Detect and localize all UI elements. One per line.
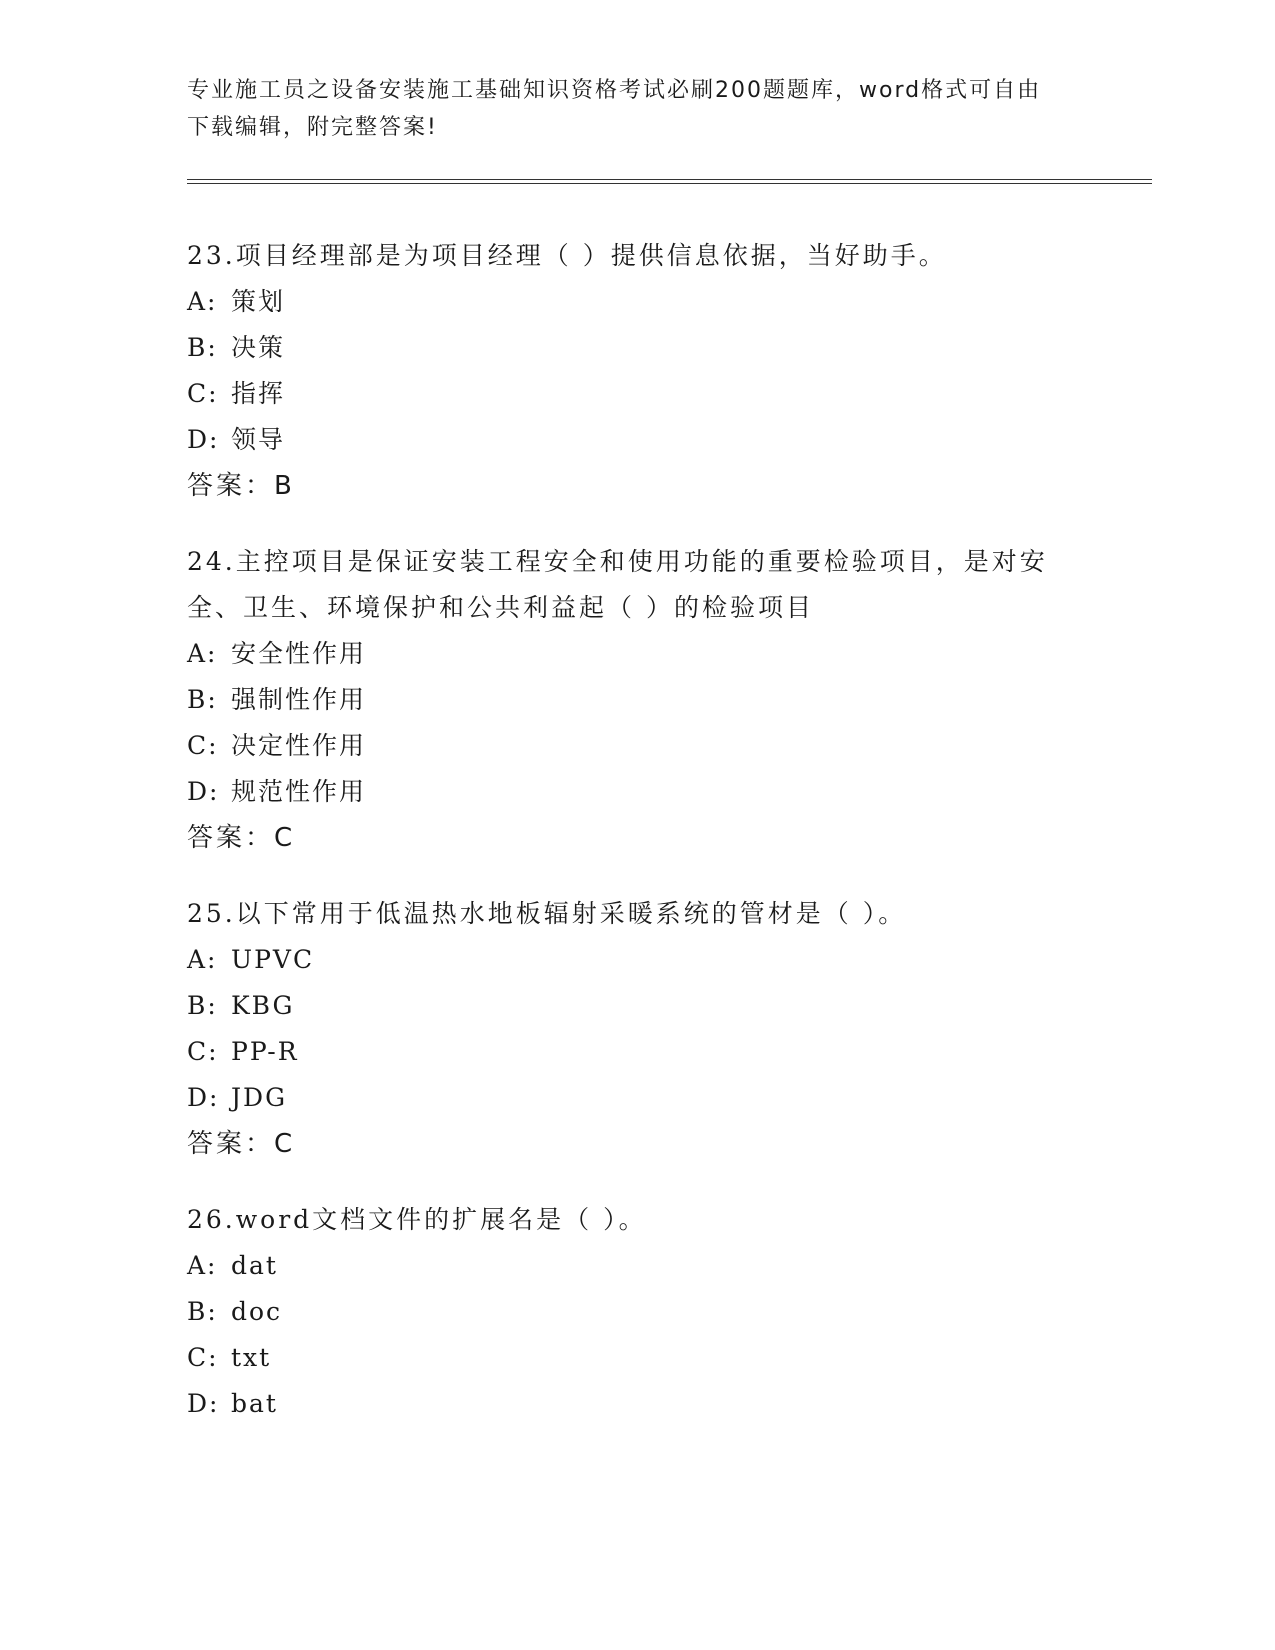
option-text: 领导 <box>231 425 286 454</box>
option-text: 安全性作用 <box>231 639 367 668</box>
option-d <box>187 769 1087 815</box>
question-stem: 24.主控项目是保证安装工程安全和使用功能的重要检验项目，是对安全、卫生、环境保护和公共利益起（ ）的检验项目 <box>187 547 1048 622</box>
option-letter: D: <box>187 777 220 806</box>
option-a <box>187 631 1087 677</box>
option-b <box>187 325 1087 371</box>
option-letter: A: <box>187 639 218 668</box>
option-letter: B: <box>187 1297 218 1326</box>
option-letter: D: <box>187 425 220 454</box>
option-c <box>187 1029 1087 1075</box>
option-a <box>187 1243 1087 1289</box>
option-letter: C: <box>187 731 219 760</box>
option-b <box>187 677 1087 723</box>
option-text: dat <box>231 1251 278 1280</box>
option-d <box>187 1075 1087 1121</box>
option-b <box>187 1289 1087 1335</box>
option-text: 决定性作用 <box>231 731 367 760</box>
question-list <box>187 233 1087 1457</box>
option-text: PP-R <box>231 1037 299 1066</box>
answer: 答案：C <box>187 823 296 853</box>
option-text: 策划 <box>231 287 286 316</box>
option-text: 指挥 <box>231 379 286 408</box>
option-letter: D: <box>187 1083 220 1112</box>
question-23 <box>187 233 1087 509</box>
option-text: KBG <box>231 991 295 1020</box>
question-24 <box>187 539 1087 861</box>
header-double-rule <box>187 179 1152 184</box>
option-text: doc <box>231 1297 283 1326</box>
option-text: bat <box>231 1389 278 1418</box>
option-c <box>187 371 1087 417</box>
option-c <box>187 1335 1087 1381</box>
option-text: txt <box>231 1343 272 1372</box>
option-letter: B: <box>187 333 218 362</box>
option-letter: A: <box>187 287 218 316</box>
option-letter: C: <box>187 379 219 408</box>
option-letter: B: <box>187 685 218 714</box>
option-a <box>187 279 1087 325</box>
header-title-line1: 专业施工员之设备安装施工基础知识资格考试必刷200题题库，word格式可自由 <box>187 78 1042 103</box>
option-d <box>187 1381 1087 1427</box>
option-letter: D: <box>187 1389 220 1418</box>
answer: 答案：C <box>187 1129 296 1159</box>
option-b <box>187 983 1087 1029</box>
header-title-line2: 下载编辑，附完整答案! <box>187 115 438 140</box>
option-d <box>187 417 1087 463</box>
option-letter: C: <box>187 1343 219 1372</box>
option-letter: B: <box>187 991 218 1020</box>
question-26 <box>187 1197 1087 1427</box>
option-c <box>187 723 1087 769</box>
option-text: JDG <box>231 1083 288 1112</box>
question-25 <box>187 891 1087 1167</box>
option-text: 强制性作用 <box>231 685 367 714</box>
option-text: UPVC <box>231 945 315 974</box>
option-text: 决策 <box>231 333 286 362</box>
option-text: 规范性作用 <box>231 777 367 806</box>
question-stem: 23.项目经理部是为项目经理（ ）提供信息依据，当好助手。 <box>187 241 947 270</box>
question-stem: 26.word文档文件的扩展名是（ ）。 <box>187 1205 647 1234</box>
option-letter: C: <box>187 1037 219 1066</box>
option-letter: A: <box>187 1251 218 1280</box>
question-stem: 25.以下常用于低温热水地板辐射采暖系统的管材是（ ）。 <box>187 899 907 928</box>
option-letter: A: <box>187 945 218 974</box>
option-a <box>187 937 1087 983</box>
answer: 答案：B <box>187 471 295 501</box>
document-header <box>187 72 1067 146</box>
